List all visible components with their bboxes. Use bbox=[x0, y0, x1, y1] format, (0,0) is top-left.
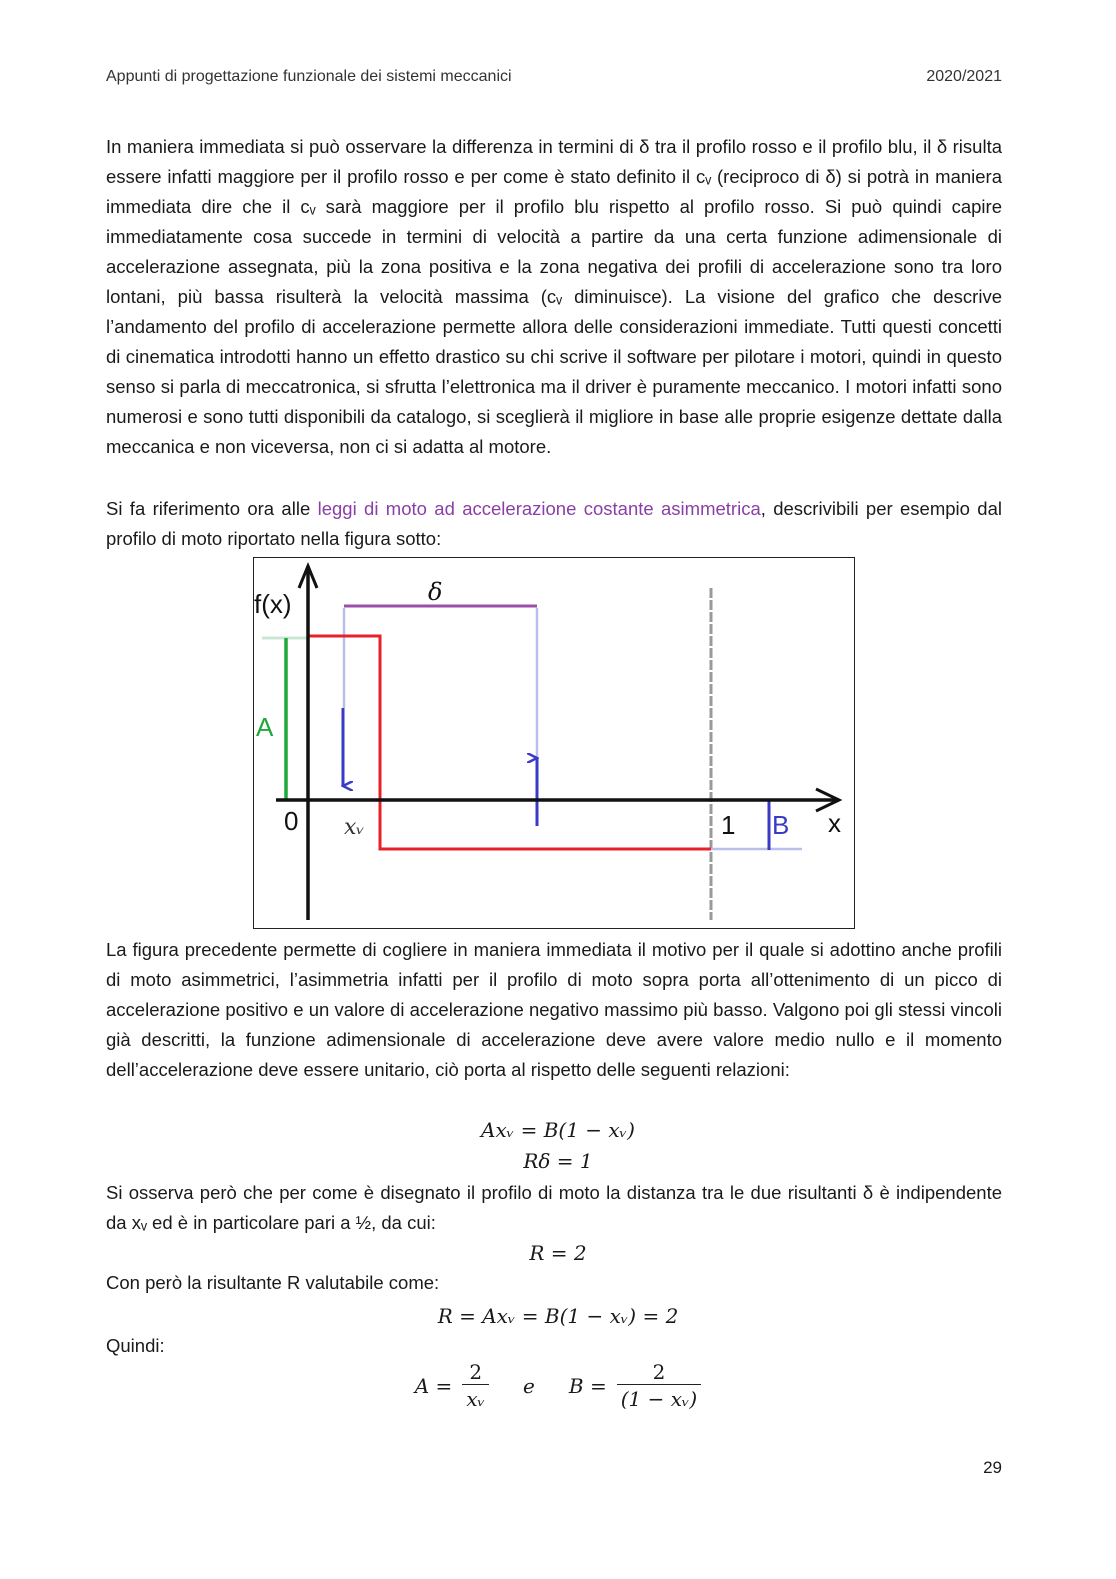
conjunction-e: e bbox=[523, 1373, 535, 1398]
a-equals: A = bbox=[414, 1373, 453, 1398]
fraction-b bbox=[617, 1360, 702, 1411]
b-label: B bbox=[772, 810, 790, 840]
acceleration-profile-figure bbox=[253, 557, 855, 929]
running-header-year: 2020/2021 bbox=[926, 68, 1002, 85]
paragraph-5: Con però la risultante R valutabile come: bbox=[106, 1272, 440, 1293]
paragraph-2-end: , descrivibili per esempio dal profilo di moto riportato nella figura sotto: bbox=[106, 498, 1002, 549]
paragraph-3: La figura precedente permette di cogliere in maniera immediata il motivo per il quale si adottino anche profili di moto asimmetrici, l’asimmetria infatti per il profilo di moto sopra porta all’ottenimento di un picco di accelerazione positivo e un valore di accelerazione negativo massimo più basso. Valgono poi gli stessi vincoli già descritti, la funzione adimensionale di accelerazione deve avere valore medio nullo e il momento dell’accelerazione deve essere unitario, ciò porta al rispetto delle seguenti relazioni: bbox=[106, 939, 1002, 1080]
paragraph-2-start: Si fa riferimento ora alle bbox=[106, 498, 318, 519]
xv-label: xᵥ bbox=[344, 815, 365, 840]
paragraph-1: In maniera immediata si può osservare la differenza in termini di δ tra il profilo rosso e il profilo blu, il δ risulta essere infatti maggiore per il profilo rosso e per come è stato definito il cᵥ (reciproco di δ) si potrà in maniera immediata dire che il cᵥ sarà maggiore per il profilo blu rispetto al profilo rosso. Si può quindi capire immediatamente cosa succede in termini di velocità a partire da una certa funzione adimensionale di accelerazione assegnata, più la zona positiva e la zona negativa dei profili di accelerazione sono tra loro lontani, più bassa risulterà la velocità massima (cᵥ diminuisce). La visione del grafico che descrive l’andamento del profilo di accelerazione permette allora delle considerazioni immediate. Tutti questi concetti di cinematica introdotti hanno un effetto drastico su chi scrive il software per pilotare i motori, quindi in questo senso si parla di meccatronica, si sfrutta l’elettronica ma il driver è puramente meccanico. I motori infatti sono numerosi e sono tutti disponibili da catalogo, si sceglierà il migliore in base alle proprie esigenze dettate dalla meccanica e non viceversa, non ci si adatta al motore. bbox=[106, 136, 1002, 457]
page-number: 29 bbox=[983, 1458, 1002, 1477]
paragraph-2 bbox=[106, 494, 1002, 554]
equation-5 bbox=[0, 1360, 1116, 1411]
y-axis-label: f(x) bbox=[254, 589, 292, 619]
red-acceleration-profile bbox=[309, 636, 711, 849]
equation-2: Rδ = 1 bbox=[523, 1149, 593, 1173]
one-label: 1 bbox=[721, 810, 736, 840]
fraction-b-numerator: 2 bbox=[652, 1360, 666, 1384]
delta-label: δ bbox=[428, 578, 443, 606]
fraction-a bbox=[462, 1360, 489, 1411]
fraction-a-numerator: 2 bbox=[469, 1360, 483, 1384]
b-equals: B = bbox=[568, 1373, 607, 1398]
paragraph-6: Quindi: bbox=[106, 1335, 165, 1356]
paragraph-4: Si osserva però che per come è disegnato il profilo di moto la distanza tra le due risultanti δ è indipendente da xᵥ ed è in particolare pari a ½, da cui: bbox=[106, 1182, 1002, 1233]
fraction-b-denominator: (1 − xᵥ) bbox=[617, 1384, 702, 1411]
fraction-a-denominator: xᵥ bbox=[462, 1384, 489, 1411]
acceleration-profile-diagram bbox=[254, 558, 856, 930]
origin-label: 0 bbox=[284, 806, 299, 836]
highlighted-term: leggi di moto ad accelerazione costante asimmetrica bbox=[317, 498, 761, 519]
running-header-title: Appunti di progettazione funzionale dei sistemi meccanici bbox=[106, 68, 512, 85]
equation-4: R = Axᵥ = B(1 − xᵥ) = 2 bbox=[437, 1304, 679, 1328]
x-axis-label: x bbox=[828, 808, 841, 838]
a-label: A bbox=[256, 712, 274, 742]
equation-3: R = 2 bbox=[529, 1241, 587, 1265]
equation-1: Axᵥ = B(1 − xᵥ) bbox=[481, 1118, 635, 1142]
